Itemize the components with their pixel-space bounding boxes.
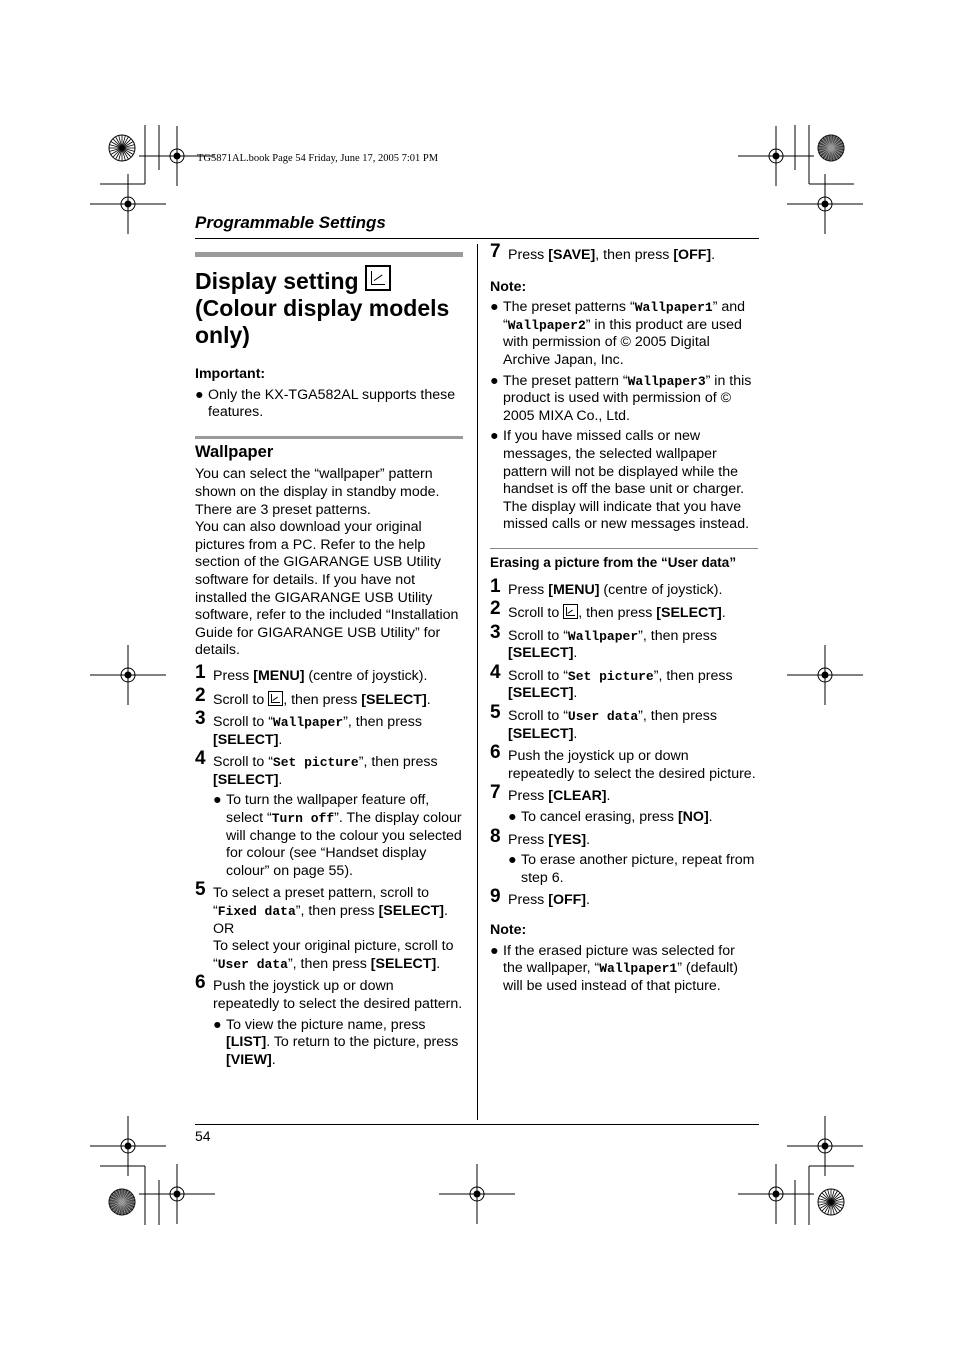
erase-step-1: 1 Press [MENU] (centre of joystick).	[490, 575, 723, 598]
erase-step-8-bullet: ● To erase another picture, repeat from step 6.	[508, 852, 755, 886]
erase-step-4: 4 Scroll to “Set picture”, then press [SELECT].	[490, 661, 733, 702]
note-bullet-1: ● The preset patterns “Wallpaper1” and “Wallpaper2” in this product are used with permission of © 2005 Digital Archive Japan, Inc.	[490, 299, 746, 368]
step-4: 4 Scroll to “Set picture”, then press [SELECT]. ● To turn the wallpaper feature off, select “Turn off”. The display colour will change to the colour you selected for colour (see “Handset display colour” on page 55).	[195, 748, 462, 879]
crosshair-target-icon	[787, 1116, 863, 1176]
step-3: 3 Scroll to “Wallpaper”, then press [SELECT].	[195, 708, 422, 748]
erase-step-2: 2 Scroll to , then press [SELECT].	[490, 598, 726, 622]
crosshair-target-icon	[738, 1164, 814, 1224]
wallpaper-heading: Wallpaper	[195, 442, 274, 461]
note-bullet-2: ● The preset pattern “Wallpaper3” in this product is used with permission of © 2005 MIXA Co., Ltd.	[490, 372, 752, 424]
crosshair-target-icon	[787, 645, 863, 705]
step-2: 2 Scroll to , then press [SELECT].	[195, 684, 431, 708]
color-wheel-icon	[109, 135, 135, 161]
step-1: 1 Press [MENU] (centre of joystick).	[195, 661, 428, 684]
erase-step-6: 6 Push the joystick up or down repeatedly to select the desired picture.	[490, 742, 756, 782]
important-bullet: ● Only the KX-TGA582AL supports these features.	[195, 386, 456, 421]
section-title: Display setting (Colour display models only)	[195, 265, 463, 349]
step-7: 7 Press [SAVE], then press [OFF].	[490, 241, 716, 263]
crosshair-target-icon	[139, 126, 215, 186]
crosshair-target-icon	[787, 174, 863, 234]
crosshair-target-icon	[439, 1164, 515, 1224]
note-bullet-3: ● If you have missed calls or new messages, the selected wallpaper pattern will not be displayed while the handset is off the base unit or charger. The display will indicate that you have missed calls or new messages instead.	[490, 428, 750, 533]
crosshair-target-icon	[90, 174, 166, 234]
note-label-2: Note:	[490, 922, 527, 938]
crosshair-target-icon	[90, 1116, 166, 1176]
step-5: 5 To select a preset pattern, scroll to “Fixed data”, then press [SELECT]. OR To select your original picture, scroll to “User data”, then press [SELECT].	[195, 879, 454, 972]
step-6-bullet: ● To view the picture name, press [LIST]. To return to the picture, press [VIEW].	[213, 1016, 459, 1068]
color-wheel-icon	[109, 1189, 135, 1215]
intro-paragraph-2: You can also download your original pictures from a PC. Refer to the help section of the GIGARANGE USB Utility software for details. If you have not installed the GIGARANGE USB Utility software, refer to the included “Installation Guide for GIGARANGE USB Utility” for details.	[195, 519, 459, 659]
step-6: 6 Push the joystick up or down repeatedly to select the desired pattern. ● To view the picture name, press [LIST]. To return to the picture, press [VIEW].	[195, 972, 463, 1068]
crosshair-target-icon	[90, 645, 166, 705]
print-info-line: TG5871AL.book Page 54 Friday, June 17, 2005 7:01 PM	[197, 153, 439, 164]
erase-step-7: 7 Press [CLEAR]. ● To cancel erasing, press [NO].	[490, 788, 758, 826]
important-label: Important:	[195, 366, 266, 382]
running-header: Programmable Settings	[195, 213, 386, 232]
crosshair-target-icon	[738, 126, 814, 186]
color-wheel-icon	[818, 1189, 844, 1215]
note-bullet-4: ● If the erased picture was selected for the wallpaper, “Wallpaper1” (default) will be used instead of that picture.	[490, 942, 738, 994]
crosshair-target-icon	[139, 1164, 215, 1224]
erase-step-8: 8 Press [YES]. ● To erase another picture, repeat from step 6.	[490, 832, 758, 888]
erase-step-3: 3 Scroll to “Wallpaper”, then press [SELECT].	[490, 621, 717, 662]
intro-paragraph-1: You can select the “wallpaper” pattern shown on the display in standby mode. There are 3 preset patterns.	[195, 466, 440, 518]
note-label: Note:	[490, 278, 527, 295]
erase-step-9: 9 Press [OFF].	[490, 886, 590, 909]
page-number: 54	[195, 1128, 211, 1144]
step-4-bullet: ● To turn the wallpaper feature off, select “Turn off”. The display colour will change to the colour you selected for colour (see “Handset display colour” on page 55).	[213, 792, 462, 879]
erase-step-5: 5 Scroll to “User data”, then press [SELECT].	[490, 702, 717, 742]
color-wheel-icon	[818, 135, 844, 161]
erase-step-7-bullet: ● To cancel erasing, press [NO].	[508, 809, 713, 826]
erase-heading: Erasing a picture from the “User data”	[490, 554, 737, 570]
